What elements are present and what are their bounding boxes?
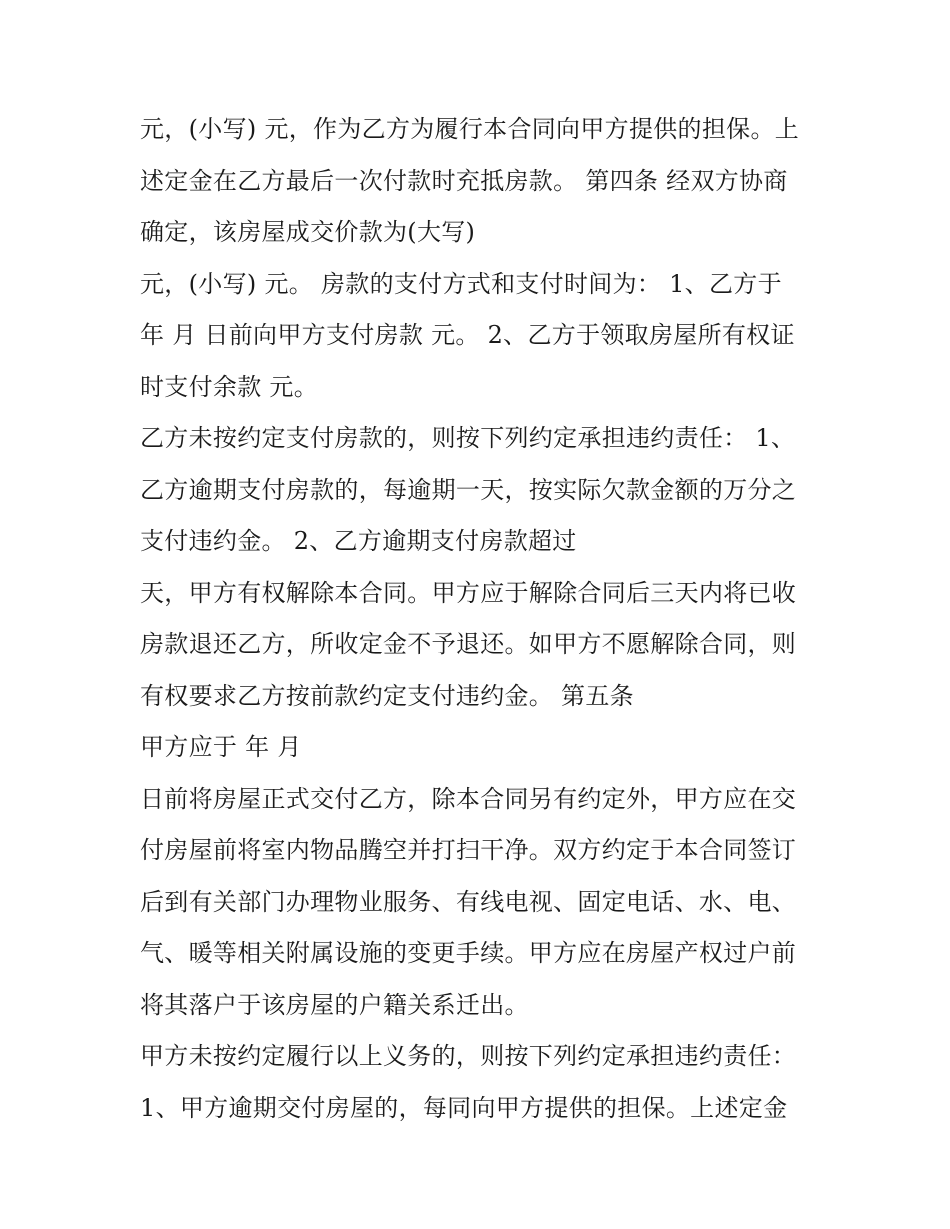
text-line: 元，(小写) 元。 房款的支付方式和支付时间为： 1、乙方于 (140, 269, 782, 298)
contract-text (140, 104, 830, 1134)
text-line: 年 月 日前向甲方支付房款 元。 2、乙方于领取房屋所有权证 (140, 321, 795, 349)
text-line: 确定，该房屋成交价款为(大写) (140, 218, 476, 246)
text-line: 甲方应于 年 月 (140, 733, 302, 761)
text-line: 日前将房屋正式交付乙方，除本合同另有约定外，甲方应在交 (140, 784, 797, 813)
text-line: 后到有关部门办理物业服务、有线电视、固定电话、水、电、 (140, 887, 797, 916)
text-line: 乙方逾期支付房款的，每逾期一天，按实际欠款金额的万分之 (140, 475, 797, 504)
text-line: 甲方未按约定履行以上义务的，则按下列约定承担违约责任： (140, 1042, 797, 1070)
text-line: 将其落户于该房屋的户籍关系迁出。 (140, 990, 529, 1019)
text-line: 房款退还乙方，所收定金不予退还。如甲方不愿解除合同，则 (140, 630, 797, 658)
text-line: 支付违约金。 2、乙方逾期支付房款超过 (140, 527, 577, 555)
text-line: 述定金在乙方最后一次付款时充抵房款。 第四条 经双方协商 (140, 166, 788, 195)
text-line: 时支付余款 元。 (140, 372, 319, 401)
text-line: 付房屋前将室内物品腾空并打扫干净。双方约定于本合同签订 (140, 836, 797, 864)
text-line: 天，甲方有权解除本合同。甲方应于解除合同后三天内将已收 (140, 578, 797, 607)
text-line: 乙方未按约定支付房款的，则按下列约定承担违约责任： 1、 (140, 424, 796, 452)
text-line: 有权要求乙方按前款约定支付违约金。 第五条 (140, 681, 634, 710)
text-line: 气、暖等相关附属设施的变更手续。甲方应在房屋产权过户前 (140, 939, 797, 967)
text-line: 1、甲方逾期交付房屋的，每同向甲方提供的担保。上述定金 (140, 1093, 788, 1122)
text-line: 元，(小写) 元，作为乙方为履行本合同向甲方提供的担保。上 (140, 115, 800, 143)
